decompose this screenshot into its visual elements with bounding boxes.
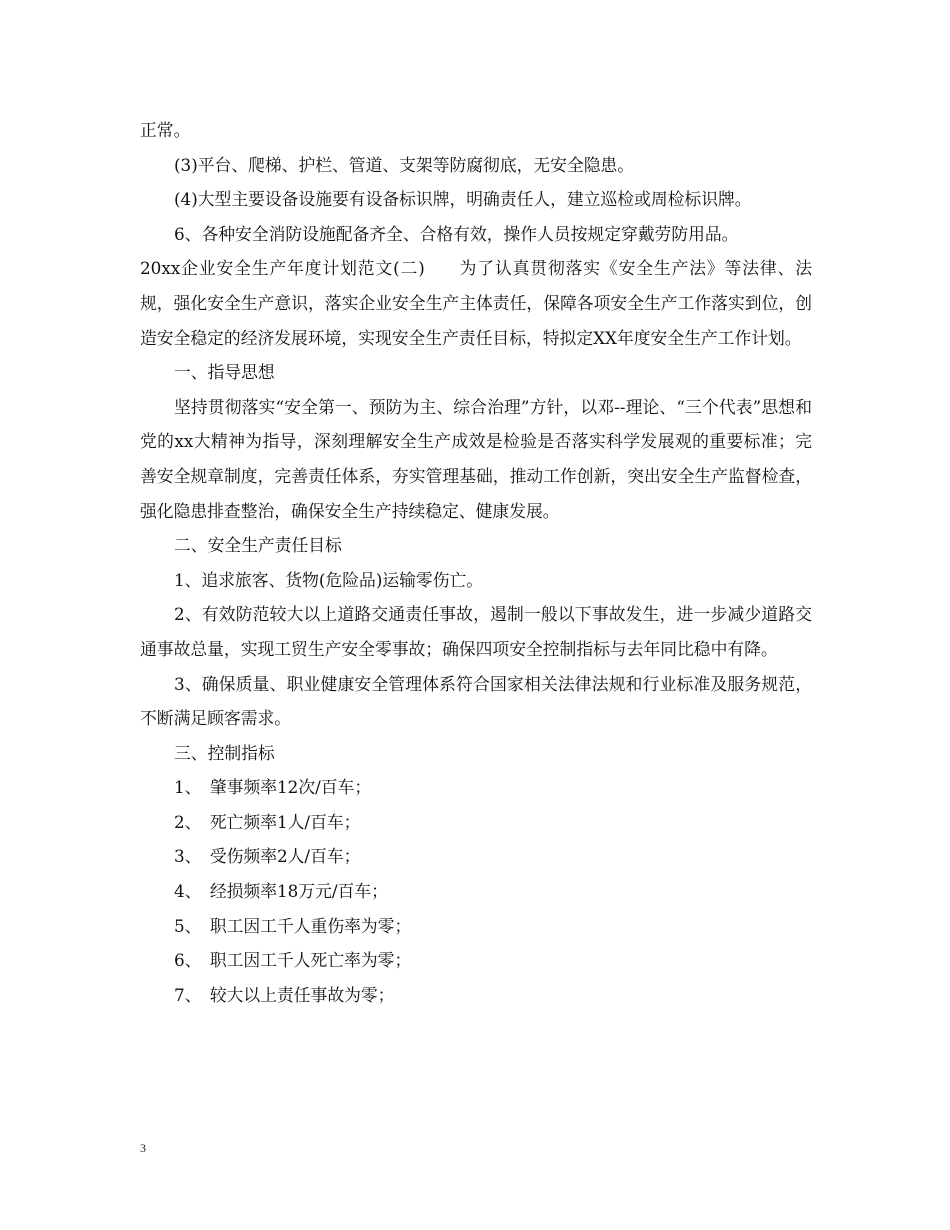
- paragraph-guiding-ideology: 坚持贯彻落实“安全第一、预防为主、综合治理”方针，以邓--理论、“三个代表”思想和党的xx大精神为指导，深刻理解安全生产成效是检验是否落实科学发展观的重要标准；完善安全规章制度，完善责任体系，夯实管理基础，推动工作创新，突出安全生产监督检查，强化隐患排查整治，确保安全生产持续稳定、健康发展。: [140, 396, 812, 521]
- control-indicator-1: 1、 肇事频率12次/百车；: [174, 777, 372, 798]
- control-indicator-7: 7、 较大以上责任事故为零；: [174, 984, 395, 1005]
- control-indicator-5: 5、 职工因工千人重伤率为零；: [174, 915, 412, 936]
- control-indicator-6: 6、 职工因工千人死亡率为零；: [174, 950, 412, 971]
- heading-guiding-ideology: 一、指导思想: [174, 362, 275, 383]
- control-indicator-3: 3、 受伤频率2人/百车；: [174, 846, 361, 867]
- control-indicator-4: 4、 经损频率18万元/百车；: [174, 881, 388, 902]
- document-body: [140, 113, 812, 1012]
- page-number: 3: [140, 1141, 146, 1155]
- paragraph-continuation: 正常。: [140, 120, 191, 140]
- paragraph-item-6: 6、各种安全消防设施配备齐全、合格有效，操作人员按规定穿戴劳防用品。: [174, 223, 739, 244]
- paragraph-target-2: 2、有效防范较大以上道路交通责任事故，遏制一般以下事故发生，进一步减少道路交通事故总量，实现工贸生产安全零事故；确保四项安全控制指标与去年同比稳中有降。: [140, 604, 812, 659]
- paragraph-target-3: 3、确保质量、职业健康安全管理体系符合国家相关法律法规和行业标准及服务规范，不断满足顾客需求。: [140, 673, 812, 729]
- heading-safety-targets: 二、安全生产责任目标: [174, 535, 342, 556]
- intro-text: 为了认真贯彻落实《安全生产法》等法律、法规，强化安全生产意识，落实企业安全生产主体责任，保障各项安全生产工作落实到位，创造安全稳定的经济发展环境，实现安全生产责任目标，特拟定XX年度安全生产工作计划。: [140, 258, 812, 348]
- paragraph-item-4: (4)大型主要设备设施要有设备标识牌，明确责任人，建立巡检或周检标识牌。: [174, 189, 752, 210]
- paragraph-target-1: 1、追求旅客、货物(危险品)运输零伤亡。: [174, 569, 484, 590]
- section-title: 20xx企业安全生产年度计划范文(二): [140, 258, 425, 279]
- control-indicator-2: 2、 死亡频率1人/百车；: [174, 811, 361, 832]
- paragraph-section-title-and-intro: [140, 251, 812, 355]
- heading-control-indicators: 三、控制指标: [174, 742, 275, 763]
- paragraph-item-3: (3)平台、爬梯、护栏、管道、支架等防腐彻底，无安全隐患。: [174, 154, 635, 175]
